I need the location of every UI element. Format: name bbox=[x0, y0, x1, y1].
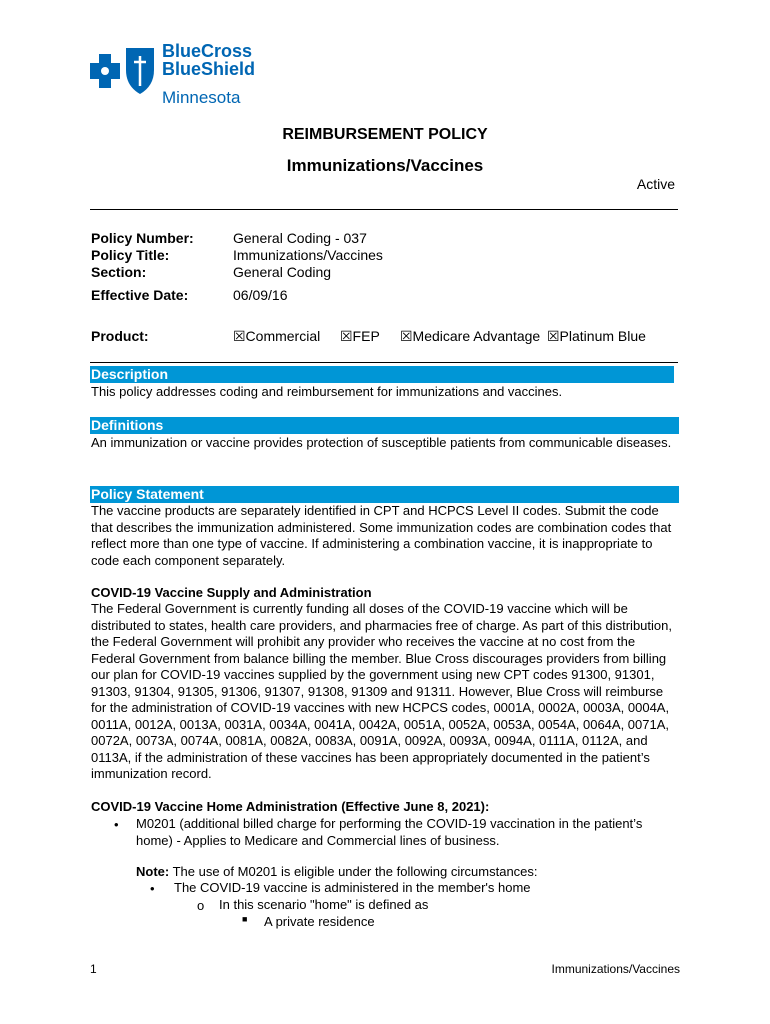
policy-statement-text: The vaccine products are separately identified in CPT and HCPCS Level II codes. Submit the code that describes the immunization administered. Some immunization codes are combination codes that reflect more than one type of vaccine. If administering a combination vaccine, it is inappropriate to code each component separately. bbox=[91, 503, 672, 568]
bullet-dot: • bbox=[114, 817, 119, 832]
private-residence-bullet: A private residence bbox=[264, 914, 375, 929]
blue-shield-icon bbox=[126, 48, 154, 94]
policy-number-label: Policy Number: bbox=[91, 230, 194, 246]
header-divider bbox=[90, 209, 678, 210]
logo-line-1: BlueCross bbox=[162, 41, 253, 61]
sub-sub-bullet-circle: o bbox=[197, 898, 205, 913]
home-administered-bullet: The COVID-19 vaccine is administered in the member's home bbox=[174, 880, 531, 895]
logo-region: Minnesota bbox=[162, 88, 241, 107]
effective-date-value: 06/09/16 bbox=[233, 287, 288, 303]
covid-supply-heading: COVID-19 Vaccine Supply and Administration bbox=[91, 585, 372, 600]
definitions-text: An immunization or vaccine provides protection of susceptible patients from communicable diseases. bbox=[91, 435, 672, 450]
effective-date-label: Effective Date: bbox=[91, 287, 189, 303]
document-type: REIMBURSEMENT POLICY bbox=[282, 126, 488, 143]
description-heading: Description bbox=[90, 366, 674, 383]
policy-statement-heading: Policy Statement bbox=[90, 486, 679, 503]
sub-sub-sub-bullet-square: ■ bbox=[242, 914, 248, 924]
product-medicare-advantage-checkbox: ☒Medicare Advantage bbox=[400, 328, 541, 344]
sub-bullet-dot: • bbox=[150, 881, 155, 896]
product-label: Product: bbox=[91, 328, 149, 344]
policy-status: Active bbox=[636, 176, 675, 192]
policy-number-value: General Coding - 037 bbox=[233, 230, 367, 246]
note-text: The use of M0201 is eligible under the following circumstances: bbox=[169, 864, 538, 879]
logo-line-2: BlueShield bbox=[162, 59, 256, 79]
policy-title-value: Immunizations/Vaccines bbox=[233, 247, 383, 263]
product-commercial-checkbox: ☒Commercial bbox=[233, 328, 321, 344]
logo-wordmark bbox=[162, 42, 255, 78]
covid-home-heading: COVID-19 Vaccine Home Administration (Effective June 8, 2021): bbox=[91, 799, 490, 814]
section-label: Section: bbox=[91, 264, 147, 280]
definitions-heading: Definitions bbox=[90, 417, 679, 434]
policy-title-label: Policy Title: bbox=[91, 247, 170, 263]
description-text: This policy addresses coding and reimbursement for immunizations and vaccines. bbox=[91, 384, 563, 399]
home-definition-bullet: In this scenario "home" is defined as bbox=[219, 897, 429, 912]
blue-cross-icon bbox=[90, 54, 120, 88]
meta-divider bbox=[90, 362, 678, 363]
section-value: General Coding bbox=[233, 264, 332, 280]
note-label: Note: bbox=[136, 864, 170, 879]
product-platinum-blue-checkbox: ☒Platinum Blue bbox=[547, 328, 646, 344]
m0201-bullet-text: M0201 (additional billed charge for performing the COVID-19 vaccination in the patient’s home) - Applies to Medicare and Commercial lines of business. bbox=[136, 816, 643, 848]
footer-title: Immunizations/Vaccines bbox=[551, 962, 680, 976]
note-line bbox=[136, 864, 681, 881]
page-number: 1 bbox=[90, 962, 97, 976]
product-fep-checkbox: ☒FEP bbox=[340, 328, 380, 344]
covid-supply-text: The Federal Government is currently funding all doses of the COVID-19 vaccine which will be distributed to states, health care providers, and pharmacies free of charge. As part of this distribution, the Federal Government will prohibit any provider who receives the vaccine at no cost from the Federal Government from balance billing the member. Blue Cross discourages providers from billing our plan for COVID-19 vaccines supplied by the government using new CPT codes 91300, 91301, 91303, 91304, 91305, 91306, 91307, 91308, 91309 and 91311. However, Blue Cross will reimburse for the administration of COVID-19 vaccines with new HCPCS codes, 0001A, 0002A, 0003A, 0004A, 0011A, 0012A, 0013A, 0031A, 0034A, 0041A, 0042A, 0051A, 0052A, 0053A, 0054A, 0064A, 0071A, 0072A, 0073A, 0074A, 0081A, 0082A, 0083A, 0091A, 0092A, 0093A, 0094A, 0111A, 0112A, and 0113A, if the administration of these vaccines has been appropriately documented in the patient’s immunization record. bbox=[91, 601, 672, 781]
document-title: Immunizations/Vaccines bbox=[286, 156, 484, 175]
